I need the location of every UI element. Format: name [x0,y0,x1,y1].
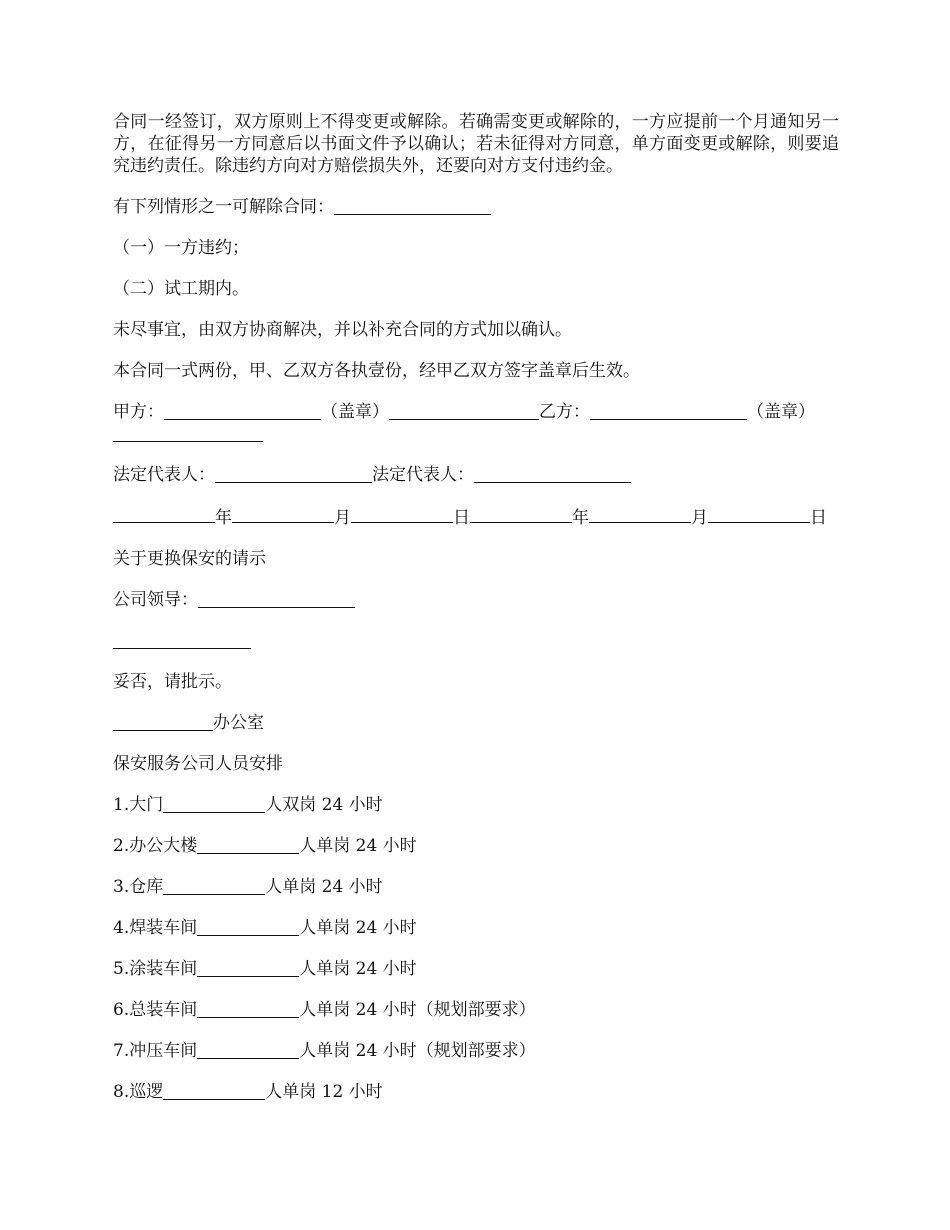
month-b-blank [589,505,691,523]
rep-a-blank [215,465,372,483]
request-title: 关于更换保安的请示 [113,549,266,569]
item-shift: 人单岗 24 小时（规划部要求） [299,1000,536,1020]
rep-b-blank [474,465,631,483]
item-count-blank [197,959,299,977]
condition-2: （二）试工期内。 [113,279,249,299]
termination-label: 有下列情形之一可解除合同： [113,197,334,217]
item-location: 8.巡逻 [113,1082,164,1102]
staffing-item [113,794,839,816]
year-b-blank [470,505,572,523]
party-a-blank [164,402,321,420]
item-count-blank [163,877,265,895]
signature-parties [113,401,839,445]
contract-change-clause: 合同一经签订，双方原则上不得变更或解除。若确需变更或解除的，一方应提前一个月通知另一方，在征得另一方同意后以书面文件予以确认；若未征得对方同意，单方面变更或解除，则要追究违约责任。除违约方向对方赔偿损失外，还要向对方支付违约金。 [113,112,839,176]
month-a-blank [232,505,334,523]
request-closing: 妥否，请批示。 [113,672,232,692]
seal-a-label: （盖章） [321,402,389,422]
termination-conditions [113,196,839,218]
item-location: 6.总装车间 [113,1000,198,1020]
copies-clause: 本合同一式两份，甲、乙双方各执壹份，经甲乙双方签字盖章后生效。 [113,361,640,381]
item-shift: 人单岗 24 小时 [299,918,417,938]
legal-representatives [113,464,839,486]
seal-b-label: （盖章） [747,402,815,422]
item-count-blank [197,836,299,854]
year-a-blank [113,505,215,523]
salutation-blank [198,590,355,608]
item-count-blank [197,1041,299,1059]
day-a-label: 日 [453,508,470,528]
request-salutation [113,589,839,611]
item-location: 5.涂装车间 [113,959,198,979]
item-location: 1.大门 [113,795,164,815]
item-location: 3.仓库 [113,877,164,897]
condition-1: （一）一方违约； [113,238,249,258]
office-blank [113,713,213,731]
negotiation-clause: 未尽事宜，由双方协商解决，并以补充合同的方式加以确认。 [113,320,572,340]
item-shift: 人单岗 24 小时（规划部要求） [299,1041,536,1061]
party-b-blank [590,402,747,420]
month-b-label: 月 [691,508,708,528]
rep-a-label: 法定代表人： [113,465,215,485]
staffing-item [113,1081,839,1103]
month-a-label: 月 [334,508,351,528]
salutation-label: 公司领导： [113,590,198,610]
item-count-blank [163,795,265,813]
staffing-item [113,958,839,980]
request-signoff [113,712,839,734]
item-shift: 人单岗 12 小时 [265,1082,383,1102]
body-blank [113,631,251,649]
item-shift: 人单岗 24 小时 [265,877,383,897]
item-location: 7.冲压车间 [113,1041,198,1061]
item-count-blank [197,1000,299,1018]
item-shift: 人双岗 24 小时 [265,795,383,815]
item-shift: 人单岗 24 小时 [299,836,417,856]
staffing-title: 保安服务公司人员安排 [113,754,283,774]
staffing-item [113,876,839,898]
party-a-label: 甲方： [113,402,164,422]
day-b-label: 日 [810,508,827,528]
item-shift: 人单岗 24 小时 [299,959,417,979]
office-label: 办公室 [213,713,264,733]
item-location: 2.办公大楼 [113,836,198,856]
request-body [113,630,839,652]
seal-a-blank [389,402,539,420]
blank-line [334,197,491,215]
year-b-label: 年 [572,508,589,528]
item-location: 4.焊装车间 [113,918,198,938]
item-count-blank [197,918,299,936]
day-b-blank [708,505,810,523]
item-count-blank [163,1082,265,1100]
staffing-item [113,835,839,857]
staffing-item [113,999,839,1021]
party-b-label: 乙方： [539,402,590,422]
day-a-blank [351,505,453,523]
year-a-label: 年 [215,508,232,528]
document-page [113,111,839,1103]
staffing-item [113,917,839,939]
staffing-item [113,1040,839,1062]
rep-b-label: 法定代表人： [372,465,474,485]
seal-b-blank [113,424,263,442]
signing-dates [113,505,839,529]
